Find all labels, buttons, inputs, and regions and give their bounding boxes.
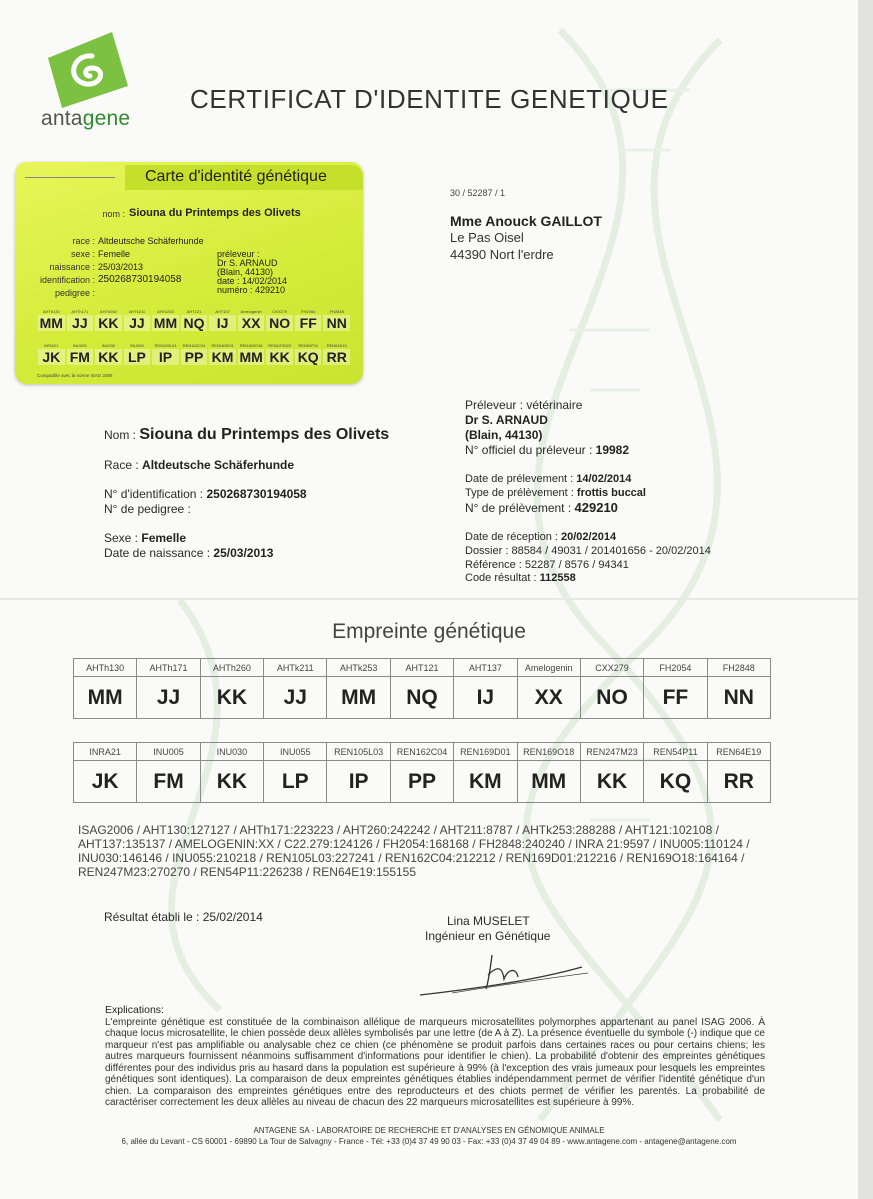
recipient-address-line2: 44390 Nort l'erdre	[450, 247, 554, 262]
allele-value: PP	[390, 761, 453, 803]
card-marker-cell: FH2054 FF	[294, 308, 323, 331]
marker-header: AHT137	[454, 659, 517, 677]
card-label-identification: identification :	[39, 275, 95, 285]
marker-header: Amelogenin	[517, 659, 580, 677]
allele-value: MM	[327, 677, 390, 719]
dog-birth-date: Date de naissance : 25/03/2013	[104, 546, 274, 560]
card-value-sexe: Femelle	[98, 249, 131, 259]
marker-header: INRA21	[74, 743, 137, 761]
dog-race: Race : Altdeutsche Schäferhunde	[104, 458, 295, 472]
card-marker-cell: REN169O18 MM	[239, 343, 263, 365]
sampler-city: (Blain, 44130)	[465, 428, 543, 442]
sampler-name: Dr S. ARNAUD	[465, 413, 548, 427]
page-fold	[0, 598, 858, 600]
explanations-text: L'empreinte génétique est constituée de la combinaison allélique de marqueurs microsatellites polymorphes appartenant au panel ISAG 2006. À chaque locus microsatellite, le chien possède deux allèles symbolisés par une lettre (de A à Z). La présence éventuelle du symbole (-) indique que ce marqueur n'est pas amplifiable ou analysable chez ce chien (ce phénomène se produit parfois dans certaines races ou pour certains chiens; les autres marqueurs fournissent néanmoins suffisamment d'informations pour identifier le chien). La probabilité d'obtenir des empreintes génétiques différentes pour des individus pris au hasard dans la population est supérieure à 99% (à l'exception des vrais jumeaux pour lesquels les empreintes génétiques sont identiques). La comparaison de deux empreintes génétiques établies indépendamment permet de vérifier l'identité génétique d'un chien. La comparaison des empreintes génétiques entre des reproducteurs et des chiots permet de vérifier les parentés. La probabilité de caractériser correctement les deux allèles au niveau de chacun des 22 marqueurs microsatellites est supérieure à 99%.	[105, 1016, 765, 1108]
allele-value: LP	[264, 761, 327, 803]
card-title: Carte d'identité génétique	[125, 165, 363, 190]
sampler-title: Préleveur : vétérinaire	[465, 398, 583, 412]
card-marker-cell: INU030 KK	[94, 342, 123, 365]
footer-line-2: 6, allée du Levant - CS 60001 - 69890 La Tour de Salvagny - France - Tél: +33 (0)4 37 49 90 03 - Fax: +33 (0)4 37 49 04 89 - www.antagene.com - antagene@antagene.com	[121, 1137, 737, 1146]
isag-line: AHT137:135137 / AMELOGENIN:XX / C22.279:124126 / FH2054:168168 / FH2848:240240 / INRA 21:9597 / INU005:110124 /	[78, 837, 750, 851]
card-value-nom: Siouna du Printemps des Olivets	[129, 207, 301, 219]
marker-header: AHT121	[390, 659, 453, 677]
table-value-row	[74, 677, 771, 719]
table-value-row	[74, 761, 771, 803]
allele-value: NN	[707, 677, 770, 719]
sampler-official-number: N° officiel du préleveur : 19982	[465, 443, 630, 457]
footer-line-1: ANTAGENE SA - LABORATOIRE DE RECHERCHE ET D'ANALYSES EN GÉNOMIQUE ANIMALE	[253, 1126, 605, 1135]
scan-edge	[858, 0, 873, 1199]
card-preleveur-city: (Blain, 44130)	[217, 267, 274, 277]
explanations	[105, 1005, 765, 1109]
dog-pedigree: N° de pedigree :	[104, 502, 191, 516]
card-value-naissance: 25/03/2013	[98, 262, 144, 272]
card-marker-cell: AHTh260 KK	[94, 308, 123, 331]
marker-header: INU005	[137, 743, 200, 761]
card-preleveur-name: Dr S. ARNAUD	[217, 258, 278, 268]
sample-type: Type de prélèvement : frottis buccal	[465, 487, 646, 499]
isag-line: ISAG2006 / AHT130:127127 / AHTh171:223223 / AHT260:242242 / AHT211:8787 / AHTk253:288288 / AHT121:102108 /	[78, 823, 719, 837]
card-marker-cell: FH2848 NN	[322, 308, 351, 331]
recipient-address-line1: Le Pas Oisel	[450, 230, 524, 245]
table-header-row	[74, 743, 771, 761]
page-title: CERTIFICAT D'IDENTITE GENETIQUE	[190, 84, 669, 114]
card-divider	[25, 177, 115, 178]
allele-value: KQ	[644, 761, 707, 803]
card-marker-row-2	[37, 342, 351, 365]
allele-value: JK	[74, 761, 137, 803]
marker-header: AHTh130	[74, 659, 137, 677]
marker-header: REN105L03	[327, 743, 390, 761]
card-marker-cell: REN54P11 KQ	[294, 342, 323, 365]
recipient-name: Mme Anouck GAILLOT	[450, 213, 602, 229]
card-footer: Compatible avec la norme ISAG 2006	[37, 373, 113, 378]
marker-header: FH2848	[707, 659, 770, 677]
isag-allele-list	[78, 823, 768, 879]
dog-name: Nom : Siouna du Printemps des Olivets	[104, 426, 390, 443]
explanations-title: Explications:	[105, 1004, 164, 1016]
allele-value: NO	[580, 677, 643, 719]
card-label-pedigree: pedigree :	[54, 288, 95, 298]
marker-header: AHTh260	[200, 659, 263, 677]
allele-value: RR	[707, 761, 770, 803]
allele-value: MM	[74, 677, 137, 719]
signatory-name: Lina MUSELET	[447, 914, 530, 928]
marker-header: AHTh171	[137, 659, 200, 677]
card-preleveur-date: date : 14/02/2014	[217, 276, 288, 286]
marker-header: INU030	[200, 743, 263, 761]
marker-table-1	[73, 658, 771, 719]
card-marker-row-1	[37, 308, 351, 331]
allele-value: XX	[517, 677, 580, 719]
marker-header: REN162C04	[390, 743, 453, 761]
marker-header: AHTk253	[327, 659, 390, 677]
isag-line: REN247M23:270270 / REN54P11:226238 / REN64E19:155155	[78, 865, 417, 879]
allele-value: JJ	[264, 677, 327, 719]
card-marker-cell: INU055 LP	[123, 342, 152, 365]
table-header-row	[74, 659, 771, 677]
card-label-naissance: naissance :	[49, 262, 95, 272]
marker-header: INU055	[264, 743, 327, 761]
card-marker-cell: REN64E19 RR	[322, 342, 351, 365]
card-marker-cell: AHTh130 MM	[39, 309, 63, 331]
card-value-identification: 250268730194058	[98, 274, 182, 285]
marker-header: REN247M23	[580, 743, 643, 761]
card-marker-cell: REN169D01 KM	[208, 342, 237, 365]
card-marker-cell: INRA21 JK	[37, 342, 66, 365]
dog-sexe: Sexe : Femelle	[104, 531, 187, 545]
dog-identification: N° d'identification : 250268730194058	[104, 487, 307, 501]
allele-value: KM	[454, 761, 517, 803]
allele-value: NQ	[390, 677, 453, 719]
allele-value: KK	[200, 761, 263, 803]
reference: Référence : 52287 / 8576 / 94341	[465, 559, 629, 571]
genetic-id-card	[15, 162, 363, 384]
allele-value: JJ	[137, 677, 200, 719]
sample-number: N° de prélèvement : 429210	[465, 500, 618, 515]
result-code: Code résultat : 112558	[465, 572, 576, 584]
card-marker-cell: REN162C04 PP	[180, 342, 209, 365]
card-preleveur-number: numéro : 429210	[217, 285, 286, 295]
card-label-race: race :	[72, 236, 95, 246]
card-marker-cell: CXX279 NO	[265, 308, 294, 331]
marker-header: REN64E19	[707, 743, 770, 761]
card-label-sexe: sexe :	[70, 249, 95, 259]
card-marker-cell: AHTh171 JJ	[66, 308, 95, 331]
marker-header: FH2054	[644, 659, 707, 677]
document-reference: 30 / 52287 / 1	[450, 188, 506, 198]
allele-value: FM	[137, 761, 200, 803]
allele-value: KK	[580, 761, 643, 803]
signatory-role: Ingénieur en Génétique	[425, 929, 551, 943]
allele-value: IP	[327, 761, 390, 803]
sample-date: Date de prélevement : 14/02/2014	[465, 473, 632, 485]
signature	[412, 945, 592, 1000]
card-marker-cell: AHTk211 JJ	[123, 308, 152, 331]
isag-line: INU030:146146 / INU055:210218 / REN105L03:227241 / REN162C04:212212 / REN169D01:212216 / REN169O18:164164 /	[78, 851, 745, 865]
empreinte-title: Empreinte génétique	[332, 620, 526, 643]
marker-header: REN169D01	[454, 743, 517, 761]
card-marker-cell: AHTk253 MM	[153, 309, 178, 331]
marker-header: AHTk211	[264, 659, 327, 677]
card-marker-cell: AHT137 IJ	[208, 308, 237, 331]
dossier: Dossier : 88584 / 49031 / 201401656 - 20/02/2014	[465, 545, 711, 557]
card-preleveur-label: préleveur :	[217, 249, 260, 259]
marker-header: REN54P11	[644, 743, 707, 761]
card-marker-cell: REN105L03 IP	[151, 342, 180, 365]
card-marker-cell: REN247M23 KK	[268, 343, 292, 365]
card-label-nom: nom :	[102, 209, 125, 219]
card-marker-cell: Amelogenin XX	[237, 308, 266, 331]
allele-value: FF	[644, 677, 707, 719]
logo-text: antagene	[41, 107, 131, 130]
reception-date: Date de réception : 20/02/2014	[465, 531, 617, 543]
allele-value: KK	[200, 677, 263, 719]
marker-header: REN169O18	[517, 743, 580, 761]
card-value-race: Altdeutsche Schäferhunde	[98, 236, 204, 246]
result-date: Résultat établi le : 25/02/2014	[104, 910, 263, 924]
marker-header: CXX279	[580, 659, 643, 677]
allele-value: IJ	[454, 677, 517, 719]
marker-table-2	[73, 742, 771, 803]
card-marker-cell: AHT121 NQ	[180, 308, 209, 331]
card-marker-cell: INU005 FM	[66, 342, 95, 365]
allele-value: MM	[517, 761, 580, 803]
